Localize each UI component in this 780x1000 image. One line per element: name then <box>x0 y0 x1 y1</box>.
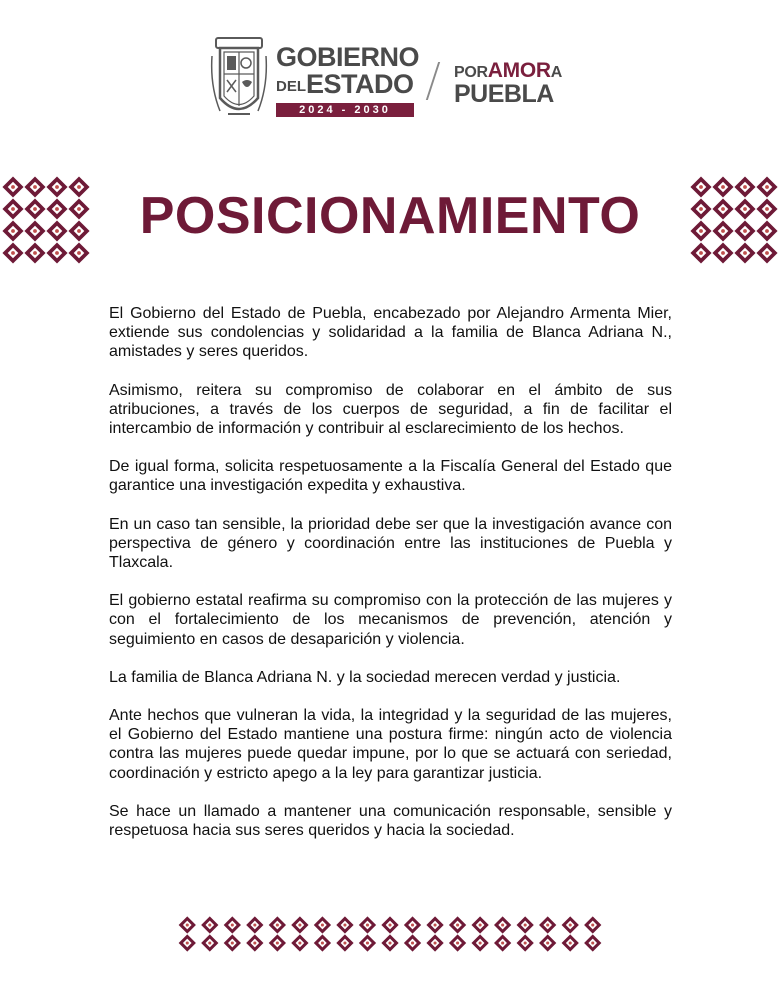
pattern-motif <box>584 934 601 951</box>
pattern-motif <box>517 934 534 951</box>
pattern-motif <box>314 916 331 933</box>
paragraph: Se hace un llamado a mantener una comunicación responsable, sensible y respetuosa hacia sus seres queridos y hacia la sociedad. <box>109 802 672 840</box>
del-estado-word <box>276 71 419 100</box>
paragraph: El Gobierno del Estado de Puebla, encabezado por Alejandro Armenta Mier, extiende sus condolencias y solidaridad a la familia de Blanca Adriana N., amistades y seres queridos. <box>109 305 672 361</box>
page-title: POSICIONAMIENTO <box>139 187 641 245</box>
pattern-motif <box>449 916 466 933</box>
pattern-motif <box>404 916 421 933</box>
pattern-motif <box>381 934 398 951</box>
pattern-motif <box>246 916 263 933</box>
decorative-pattern-right <box>690 176 778 264</box>
del-word: DEL <box>276 78 306 95</box>
pattern-motif <box>179 934 196 951</box>
slogan-a: A <box>550 64 563 81</box>
pattern-motif <box>201 916 218 933</box>
paragraph: Asimismo, reitera su compromiso de colaborar en el ámbito de sus atribuciones, a través de los cuerpos de seguridad, a fin de facilitar el intercambio de información y contribuir al esclarecimiento de los hechos. <box>109 381 672 438</box>
state-crest-icon <box>210 36 268 122</box>
slogan-puebla: PUEBLA <box>454 80 554 108</box>
pattern-motif <box>224 934 241 951</box>
paragraph: De igual forma, solicita respetuosamente a la Fiscalía General del Estado que garantice una investigación expedita y exhaustiva. <box>109 458 672 495</box>
pattern-motif <box>734 220 755 241</box>
pattern-motif <box>269 934 286 951</box>
pattern-motif <box>494 916 511 933</box>
pattern-motif <box>449 934 466 951</box>
pattern-motif <box>734 198 755 219</box>
logo-divider <box>426 62 440 100</box>
paragraph: La familia de Blanca Adriana N. y la sociedad merecen verdad y justicia. <box>109 668 621 686</box>
pattern-motif <box>179 916 196 933</box>
pattern-motif <box>246 934 263 951</box>
slogan-amor: AMOR <box>487 59 551 82</box>
pattern-motif <box>359 916 376 933</box>
pattern-motif <box>336 934 353 951</box>
pattern-motif <box>471 916 488 933</box>
pattern-motif <box>381 916 398 933</box>
pattern-motif <box>314 934 331 951</box>
pattern-motif <box>690 220 711 241</box>
pattern-motif <box>359 934 376 951</box>
pattern-motif <box>756 220 777 241</box>
paragraph: Ante hechos que vulneran la vida, la integridad y la seguridad de las mujeres, el Gobierno del Estado mantiene una postura firme: ningún acto de violencia contra las mujeres puede quedar impune, por lo que se actuará con seriedad, coordinación y estricto apego a la ley para garantizar justicia. <box>109 707 672 782</box>
pattern-motif <box>336 916 353 933</box>
pattern-motif <box>756 242 777 263</box>
pattern-motif <box>517 916 534 933</box>
pattern-motif <box>291 934 308 951</box>
pattern-motif <box>690 242 711 263</box>
pattern-motif <box>756 198 777 219</box>
pattern-motif <box>562 916 579 933</box>
pattern-motif <box>712 198 733 219</box>
pattern-motif <box>539 934 556 951</box>
pattern-motif <box>584 916 601 933</box>
pattern-motif <box>224 916 241 933</box>
gobierno-word: GOBIERNO <box>276 42 420 72</box>
pattern-motif <box>201 934 218 951</box>
pattern-motif <box>471 934 488 951</box>
header <box>210 36 580 126</box>
slogan-line1 <box>454 59 563 82</box>
pattern-motif <box>690 198 711 219</box>
paragraph: En un caso tan sensible, la prioridad debe ser que la investigación avance con perspectiva de género y coordinación entre las instituciones de Puebla y Tlaxcala. <box>109 515 672 572</box>
pattern-motif <box>712 220 733 241</box>
pattern-motif <box>756 176 777 197</box>
pattern-motif <box>426 916 443 933</box>
pattern-motif <box>404 934 421 951</box>
pattern-motif <box>690 176 711 197</box>
pattern-motif <box>269 916 286 933</box>
pattern-motif <box>734 242 755 263</box>
pattern-motif <box>426 934 443 951</box>
statement-body <box>109 304 672 859</box>
paragraph: El gobierno estatal reafirma su compromiso con la protección de las mujeres y con el fortalecimiento de los mecanismos de prevención, atención y seguimiento en casos de desaparición y violencia. <box>109 592 672 648</box>
slogan-por: POR <box>454 64 488 81</box>
pattern-motif <box>291 916 308 933</box>
estado-word: ESTADO <box>306 69 414 99</box>
pattern-motif <box>494 934 511 951</box>
pattern-motif <box>734 176 755 197</box>
slogan-logo <box>454 59 563 108</box>
pattern-motif <box>539 916 556 933</box>
period-badge: 2024 - 2030 <box>276 103 414 117</box>
pattern-motif <box>562 934 579 951</box>
pattern-motif <box>712 242 733 263</box>
decorative-pattern-bottom <box>176 916 604 952</box>
pattern-motif <box>712 176 733 197</box>
gobierno-logo-text <box>276 44 419 117</box>
